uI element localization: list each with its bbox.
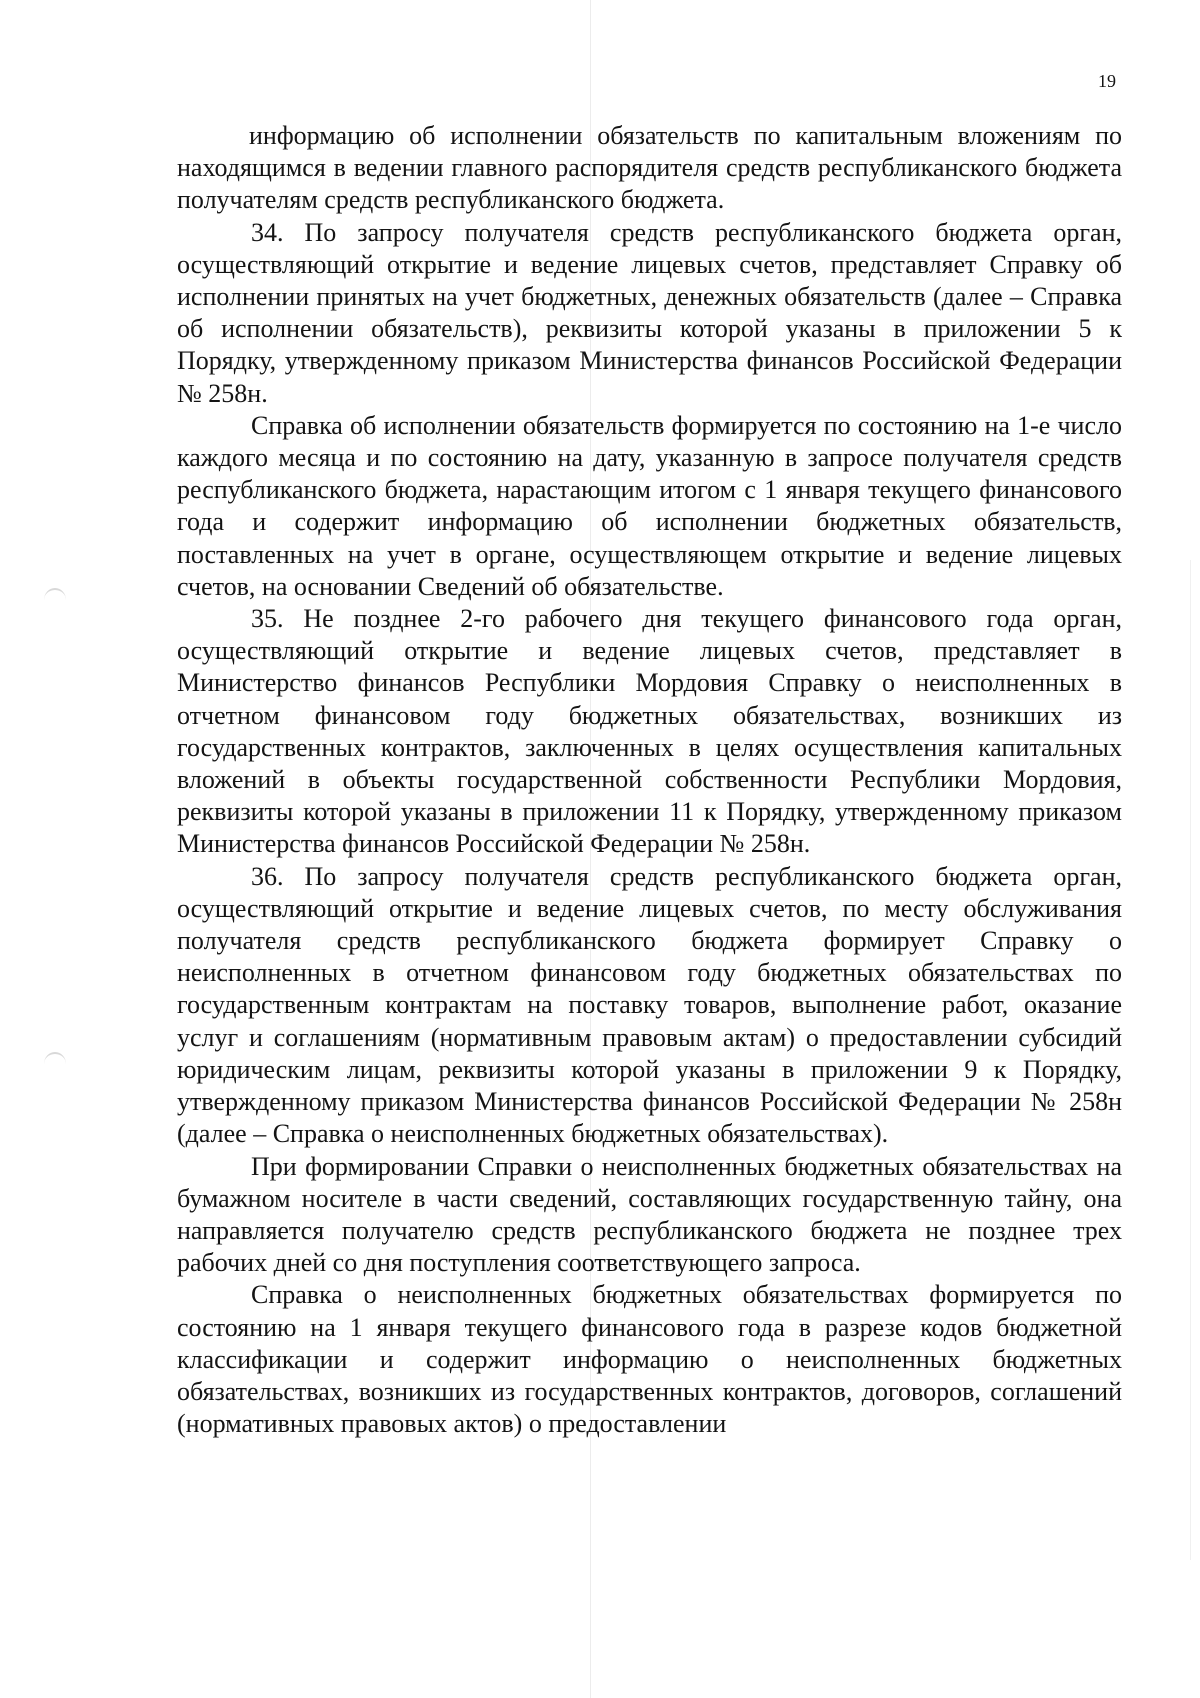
page-number: 19: [1098, 71, 1116, 91]
paragraph-item-36: 36. По запросу получателя средств республиканского бюджета орган, осуществляющий открытие и ведение лицевых счетов, по месту обслуживания получателя средств республиканского бюджета формирует Справку о неисполненных в отчетном финансовом году бюджетных обязательствах по государственным контрактам на поставку товаров, выполнение работ, оказание услуг и соглашениям (нормативным правовым актам) о предоставлении субсидий юридическим лицам, реквизиты которой указаны в приложении 9 к Порядку, утвержденному приказом Министерства финансов Российской Федерации № 258н (далее – Справка о неисполненных бюджетных обязательствах).: [177, 861, 1122, 1149]
paragraph-certificate-formation: Справка об исполнении обязательств формируется по состоянию на 1-е число каждого месяца и по состоянию на дату, указанную в запросе получателя средств республиканского бюджета, нарастающим итогом с 1 января текущего финансового года и содержит информацию об исполнении бюджетных обязательств, поставленных на учет в органе, осуществляющем открытие и ведение лицевых счетов, на основании Сведений об обязательстве.: [177, 410, 1122, 601]
punch-hole-mark-top: [44, 588, 66, 612]
paragraph-item-34: 34. По запросу получателя средств республиканского бюджета орган, осуществляющий открытие и ведение лицевых счетов, представляет Справку об исполнении принятых на учет бюджетных, денежных обязательств (далее – Справка об исполнении обязательств), реквизиты которой указаны в приложении 5 к Порядку, утвержденному приказом Министерства финансов Российской Федерации № 258н.: [177, 217, 1122, 408]
paragraph-item-35: 35. Не позднее 2-го рабочего дня текущего финансового года орган, осуществляющий открытие и ведение лицевых счетов, представляет в Министерство финансов Республики Мордовия Справку о неисполненных в отчетном финансовом году бюджетных обязательствах, возникших из государственных контрактов, заключенных в целях осуществления капитальных вложений в объекты государственной собственности Республики Мордовия, реквизиты которой указаны в приложении 11 к Порядку, утвержденному приказом Министерства финансов Российской Федерации № 258н.: [177, 604, 1122, 859]
punch-hole-mark-bottom: [44, 1052, 66, 1076]
document-body: [177, 120, 1122, 1440]
paragraph-paper-form: При формировании Справки о неисполненных бюджетных обязательствах на бумажном носителе в части сведений, составляющих государственную тайну, она направляется получателю средств республиканского бюджета не позднее трех рабочих дней со дня поступления соответствующего запроса.: [177, 1151, 1122, 1278]
scan-edge-line: [1190, 560, 1191, 1560]
paragraph-unfulfilled-formation: Справка о неисполненных бюджетных обязательствах формируется по состоянию на 1 января текущего финансового года в разрезе кодов бюджетной классификации и содержит информацию о неисполненных бюджетных обязательствах, возникших из государственных контрактов, договоров, соглашений (нормативных правовых актов) о предоставлении: [177, 1280, 1122, 1439]
paragraph-continuation: информацию об исполнении обязательств по капитальным вложениям по находящимся в ведении главного распорядителя средств республиканского бюджета получателям средств республиканского бюджета.: [177, 121, 1122, 215]
